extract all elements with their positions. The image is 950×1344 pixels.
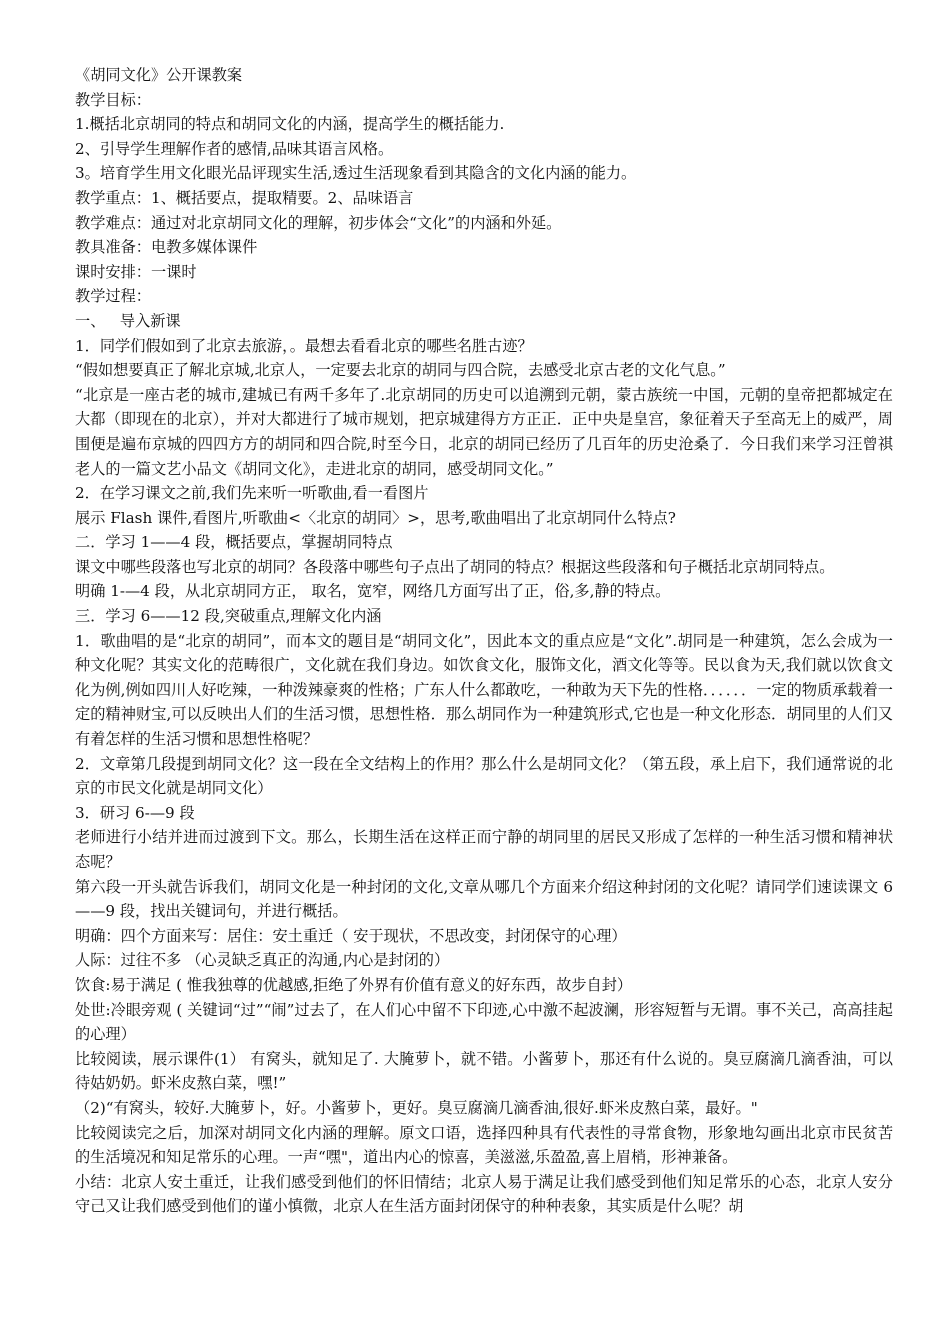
paragraph: 课文中哪些段落也写北京的胡同？各段落中哪些句子点出了胡同的特点？根据这些段落和句子概括北京胡同特点。 (75, 557, 835, 576)
paragraph: “北京是一座古老的城市,建城已有两千多年了.北京胡同的历史可以追溯到元朝，蒙古族统一中国，元朝的皇帝把都城定在大都（即现在的北京），并对大都进行了城市规划，把京城建得方方正正．正中央是皇宫，象征着天子至高无上的威严，周围便是遍布京城的四四方方的胡同和四合院,时至今日，北京的胡同已经历了几百年的历史沧桑了．今日我们来学习汪曾祺老人的一篇文艺小品文《胡同文化》，走进北京的胡同，感受胡同文化。” (75, 385, 893, 478)
paragraph: 1．歌曲唱的是“北京的胡同”，而本文的题目是“胡同文化”，因此本文的重点应是“文化”.胡同是一种建筑，怎么会成为一种文化呢？其实文化的范畴很广，文化就在我们身边。如饮食文化，服饰文化，酒文化等等。民以食为天,我们就以饮食文化为例,例如四川人好吃辣，一种泼辣豪爽的性格；广东人什么都敢吃，一种敢为天下先的性格．．．．．．一定的物质承载着一定的精神财宝,可以反映出人们的生活习惯，思想性格．那么胡同作为一种建筑形式,它也是一种文化形态．胡同里的人们又有着怎样的生活习惯和思想性格呢？ (75, 631, 893, 749)
paragraph: 明确 1-—4 段，从北京胡同方正， 取名，宽窄，网络几方面写出了正，俗,多,静的特点。 (75, 582, 671, 601)
paragraph: 展示 Flash 课件,看图片,听歌曲<〈北京的胡同〉>，思考,歌曲唱出了北京胡同什么特点? (75, 508, 676, 527)
paragraph: 比较阅读，展示课件(1） 有窝头，就知足了. 大腌萝卜，就不错。小酱萝卜，那还有什么说的。臭豆腐滴几滴香油，可以待姑奶奶。虾米皮熬白菜，嘿!” (75, 1049, 893, 1093)
paragraph: 处世:冷眼旁观 ( 关键词“过”“闹”过去了，在人们心中留不下印迹,心中激不起波澜，形容短暂与无谓。事不关己，高高挂起的心理） (75, 1000, 893, 1044)
paragraph: 饮食:易于满足 ( 惟我独尊的优越感,拒绝了外界有价值有意义的好东西，故步自封） (75, 975, 633, 994)
paragraph: “假如想要真正了解北京城,北京人，一定要去北京的胡同与四合院，去感受北京古老的文化气息。” (75, 361, 726, 380)
document-page (75, 63, 893, 1219)
paragraph: 1．同学们假如到了北京去旅游，。最想去看看北京的哪些名胜古迹？ (75, 336, 533, 355)
section-heading: 三．学习 6——12 段,突破重点,理解文化内涵 (75, 607, 382, 626)
paragraph: 比较阅读完之后，加深对胡同文化内涵的理解。原文口语，选择四种具有代表性的寻常食物，形象地勾画出北京市民贫苦的生活境况和知足常乐的心理。一声“嘿"，道出内心的惊喜，美滋滋,乐盈盈,喜上眉梢，形神兼备。 (75, 1123, 893, 1167)
paragraph: 教学重点：1、概括要点，提取精要。2、品味语言 (75, 188, 414, 207)
paragraph: 2．在学习课文之前,我们先来听一听歌曲,看一看图片 (75, 484, 429, 503)
document-title: 《胡同文化》公开课教案 (75, 66, 243, 84)
paragraph: 2．文章第几段提到胡同文化？这一段在全文结构上的作用？那么什么是胡同文化？（第五段，承上启下，我们通常说的北京的市民文化就是胡同文化） (75, 754, 893, 798)
paragraph: 老师进行小结并进而过渡到下文。那么，长期生活在这样正而宁静的胡同里的居民又形成了怎样的一种生活习惯和精神状态呢？ (75, 828, 893, 871)
paragraph: 教学目标： (75, 90, 151, 109)
paragraph: 人际：过往不多 （心灵缺乏真正的沟通,内心是封闭的） (75, 951, 450, 970)
paragraph: 3．研习 6-—9 段 (75, 803, 195, 822)
paragraph: 教学过程： (75, 287, 151, 306)
paragraph: 教学难点：通过对北京胡同文化的理解，初步体会“文化”的内涵和外延。 (75, 213, 562, 232)
paragraph: 明确：四个方面来写：居住：安土重迁（ 安于现状，不思改变，封闭保守的心理） (75, 926, 627, 945)
section-heading: 二．学习 1——4 段，概括要点，掌握胡同特点 (75, 533, 393, 552)
paragraph: 2、引导学生理解作者的感情,品味其语言风格。 (75, 139, 394, 158)
paragraph: 教具准备：电教多媒体课件 (75, 238, 258, 257)
paragraph: 3。培育学生用文化眼光品评现实生活,透过生活现象看到其隐含的文化内涵的能力。 (75, 164, 637, 183)
paragraph: 1.概括北京胡同的特点和胡同文化的内涵，提高学生的概括能力. (75, 115, 505, 134)
paragraph: 小结：北京人安土重迁，让我们感受到他们的怀旧情结；北京人易于满足让我们感受到他们知足常乐的心态，北京人安分守己又让我们感受到他们的谨小慎微，北京人在生活方面封闭保守的种种表象，其实质是什么呢？胡 (75, 1172, 893, 1216)
paragraph: 课时安排：一课时 (75, 262, 197, 281)
section-heading: 一、 导入新课 (75, 311, 181, 330)
paragraph: 第六段一开头就告诉我们，胡同文化是一种封闭的文化,文章从哪几个方面来介绍这种封闭的文化呢？请同学们速读课文 6——9 段，找出关键词句，并进行概括。 (75, 877, 893, 921)
paragraph: （2)“有窝头，较好.大腌萝卜，好。小酱萝卜，更好。臭豆腐滴几滴香油,很好.虾米皮熬白菜，最好。" (75, 1098, 758, 1117)
